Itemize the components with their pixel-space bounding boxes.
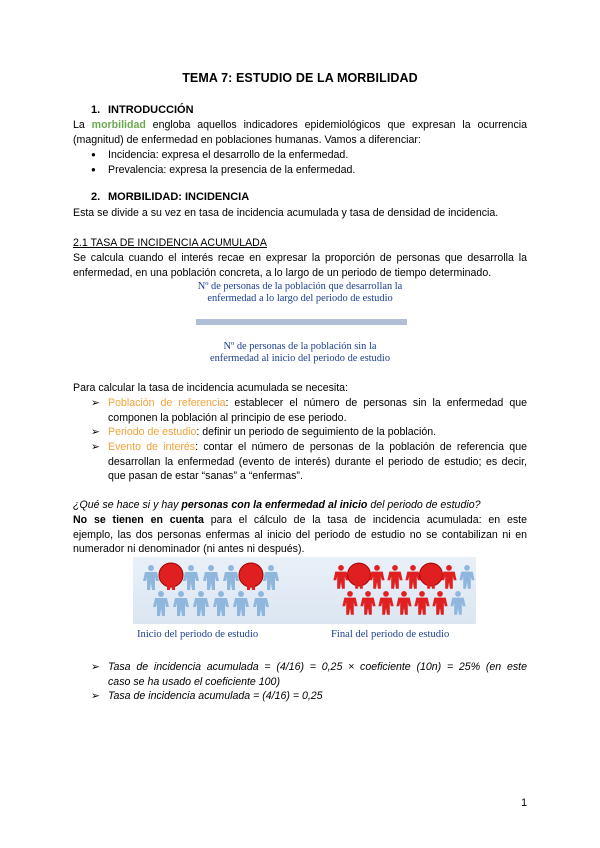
formula-denominator-line1: Nº de personas de la población sin la <box>223 341 377 352</box>
person-icon <box>239 563 263 590</box>
arrow-bullet-icon: ➢ <box>91 397 100 409</box>
figure-caption-start: Inicio del periodo de estudio <box>137 629 259 640</box>
person-icon <box>360 591 375 615</box>
section-title: MORBILIDAD: INCIDENCIA <box>108 191 250 203</box>
paragraph-tia-line1: Se calcula cuando el interés recae en expresar la proporción de personas que desarrolla la <box>73 252 527 264</box>
formula-numerator-line2: enfermedad a lo largo del periodo de estudio <box>207 293 393 304</box>
arrow-bullet-icon: ➢ <box>91 426 100 438</box>
page-number: 1 <box>521 797 527 809</box>
section-number: 2. <box>91 191 101 203</box>
formula-denominator-line2: enfermedad al inicio del periodo de estudio <box>209 353 391 364</box>
person-icon <box>378 591 393 615</box>
keyword-morbilidad: morbilidad <box>91 119 146 131</box>
list-item-example-1: ➢ Tasa de incidencia acumulada = (4/16) = 0,25 × coeficiente (10n) = 25% (en este caso se ha usado el coeficiente 100) <box>91 661 527 688</box>
person-icon <box>396 591 411 615</box>
list-item: ● Incidencia: expresa el desarrollo de la enfermedad. <box>91 149 349 161</box>
person-icon <box>143 565 159 590</box>
person-icon <box>414 591 429 615</box>
paragraph-intro-line2: (magnitud) de enfermedad en poblaciones humanas. Vamos a diferenciar: <box>73 134 421 146</box>
population-illustration <box>133 557 476 624</box>
section-heading-introduccion <box>91 104 194 116</box>
term-poblacion: Población de referencia <box>108 397 226 409</box>
section-title: INTRODUCCIÓN <box>108 104 194 116</box>
paragraph-needs-intro: Para calcular la tasa de incidencia acumulada se necesita: <box>73 382 349 394</box>
person-icon <box>441 565 456 589</box>
section-heading-incidencia <box>91 191 249 203</box>
answer-line2: ejemplo, las dos personas enfermas al inicio del periodo de estudio no se contabilizan ni en <box>73 529 527 541</box>
list-item: ● Prevalencia: expresa la presencia de la enfermedad. <box>91 164 356 176</box>
arrow-bullet-icon: ➢ <box>91 690 100 702</box>
subsection-heading: 2.1 TASA DE INCIDENCIA ACUMULADA <box>73 237 267 249</box>
paragraph-tia-line2: enfermedad, en una población concreta, a lo largo de un periodo de tiempo determinado. <box>73 267 492 279</box>
term-periodo: Periodo de estudio <box>108 426 197 438</box>
person-icon <box>459 565 474 589</box>
person-icon <box>213 591 229 616</box>
list-item-example-2: ➢ Tasa de incidencia acumulada = (4/16) = 0,25 <box>91 690 323 702</box>
person-icon <box>153 591 169 616</box>
answer-line1: No se tienen en cuenta para el cálculo de la tasa de incidencia acumulada: en este <box>73 514 528 526</box>
person-icon <box>420 563 443 589</box>
person-icon <box>159 563 183 590</box>
formula-numerator-line1: Nº de personas de la población que desarrollan la <box>197 281 403 292</box>
fraction-bar <box>196 319 407 325</box>
person-icon <box>348 563 371 589</box>
person-icon <box>387 565 402 589</box>
person-icon <box>369 565 384 589</box>
person-icon <box>253 591 269 616</box>
population-figure <box>133 557 476 624</box>
page-title: TEMA 7: ESTUDIO DE LA MORBILIDAD <box>182 71 418 85</box>
question-text: ¿Qué se hace si y hay personas con la enfermedad al inicio del periodo de estudio? <box>73 499 481 511</box>
arrow-bullet-icon: ➢ <box>91 441 100 453</box>
person-icon <box>342 591 357 615</box>
arrow-bullet-icon: ➢ <box>91 661 100 673</box>
list-item-evento: ➢ Evento de interés: contar el número de personas de la población de referencia que desarrollan la enfermedad (evento de interés) durante el periodo de estudio; es decir, que pasan de estar “sanas” a “enfermas”. <box>91 441 527 483</box>
bullet-dot-icon: ● <box>91 165 96 174</box>
person-icon <box>450 591 465 615</box>
person-icon <box>333 565 348 589</box>
person-icon <box>405 565 420 589</box>
term-evento: Evento de interés <box>108 441 196 453</box>
person-icon <box>223 565 239 590</box>
answer-line3: numerador ni denominador (ni antes ni después). <box>73 543 305 555</box>
bullet-dot-icon: ● <box>91 150 96 159</box>
person-icon <box>263 565 279 590</box>
person-icon <box>183 565 199 590</box>
section-number: 1. <box>91 104 101 116</box>
figure-caption-end: Final del periodo de estudio <box>331 629 450 640</box>
person-icon <box>203 565 219 590</box>
person-icon <box>193 591 209 616</box>
person-icon <box>173 591 189 616</box>
list-item-poblacion: ➢ Población de referencia: establecer el número de personas sin la enfermedad que componen la población al principio de ese periodo. <box>91 397 527 424</box>
paragraph-incidencia: Esta se divide a su vez en tasa de incidencia acumulada y tasa de densidad de incidencia. <box>73 207 499 219</box>
person-icon <box>233 591 249 616</box>
paragraph-intro-line1: La morbilidad engloba aquellos indicadores epidemiológicos que expresan la ocurrencia <box>73 119 527 131</box>
person-icon <box>432 591 447 615</box>
list-item-periodo: ➢ Periodo de estudio: definir un periodo de seguimiento de la población. <box>91 426 437 438</box>
